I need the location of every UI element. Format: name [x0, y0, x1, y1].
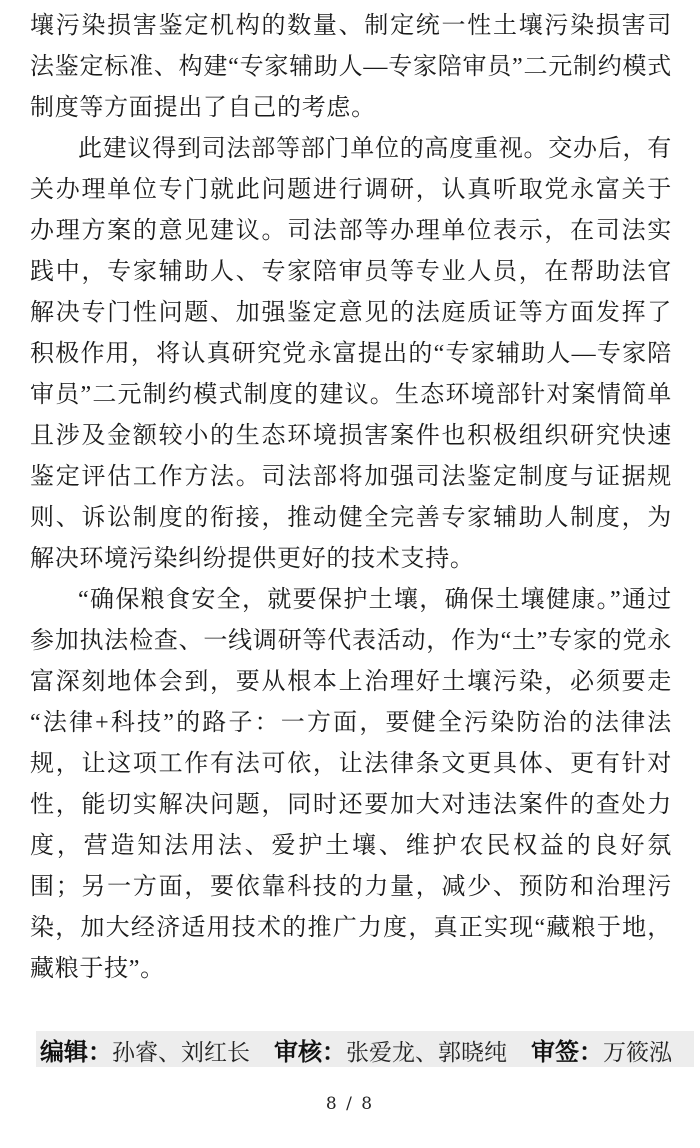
credit-reviewer-value: 张爱龙、郭晓纯 [346, 1039, 507, 1065]
credit-reviewer [274, 1032, 507, 1067]
paragraph-conclusion: “确保粮食安全，就要保护土壤，确保土壤健康。”通过参加执法检查、一线调研等代表活动，作为“土”专家的党永富深刻地体会到，要从根本上治理好土壤污染，必须要走“法律+科技”的路子：一方面，要健全污染防治的法律法规，让这项工作有法可依，让法律条文更具体、更有针对性，能切实解决问题，同时还要加大对违法案件的查处力度，营造知法用法、爱护土壤、维护农民权益的良好氛围；另一方面，要依靠科技的力量，减少、预防和治理污染，加大经济适用技术的推广力度，真正实现“藏粮于地，藏粮于技”。 [30, 587, 672, 982]
editor-credits-strip [36, 1031, 694, 1067]
paragraph-continuation: 壤污染损害鉴定机构的数量、制定统一性土壤污染损害司法鉴定标准、构建“专家辅助人—专家陪审员”二元制约模式制度等方面提出了自己的考虑。 [30, 13, 672, 121]
credit-signoff-label: 审签： [531, 1038, 603, 1066]
credit-reviewer-label: 审核： [274, 1038, 346, 1066]
credit-editor-value: 孙睿、刘红长 [112, 1039, 250, 1065]
paragraph-feedback: 此建议得到司法部等部门单位的高度重视。交办后，有关办理单位专门就此问题进行调研，认真听取党永富关于办理方案的意见建议。司法部等办理单位表示，在司法实践中，专家辅助人、专家陪审员等专业人员，在帮助法官解决专门性问题、加强鉴定意见的法庭质证等方面发挥了积极作用，将认真研究党永富提出的“专家辅助人—专家陪审员”二元制约模式制度的建议。生态环境部针对案情简单且涉及金额较小的生态环境损害案件也积极组织研究快速鉴定评估工作方法。司法部将加强司法鉴定制度与证据规则、诉讼制度的衔接，推动健全完善专家辅助人制度，为解决环境污染纠纷提供更好的技术支持。 [30, 136, 672, 572]
credit-signoff [531, 1032, 672, 1067]
article-body [30, 6, 672, 990]
credit-signoff-value: 万筱泓 [603, 1039, 672, 1065]
credit-editor-label: 编辑： [40, 1038, 112, 1066]
credit-editor [40, 1032, 250, 1067]
page-number: 8 / 8 [325, 1094, 375, 1114]
